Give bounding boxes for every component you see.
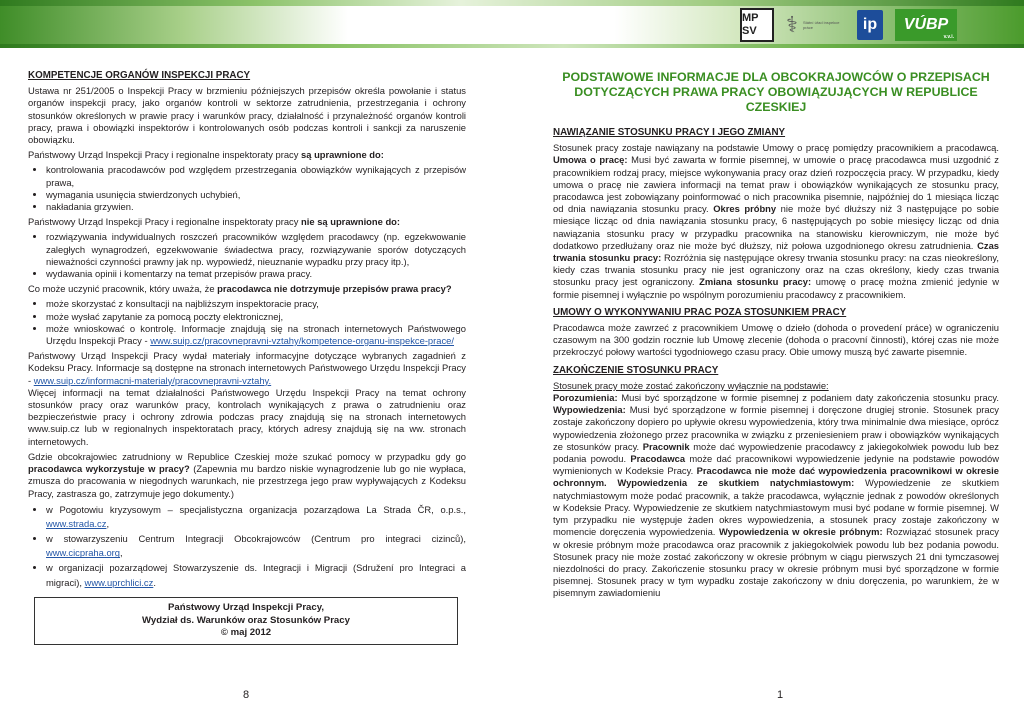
section-heading: NAWIĄZANIE STOSUNKU PRACY I JEGO ZMIANY — [553, 127, 786, 138]
list-item: • może wnioskować o kontrolę. Informacje znajdują się na stronach internetowych Państwowego Urzędu Inspekcji Pracy - www.suip.cz/pracovnepravni-vztahy/kompetence-organu-inspekce-prace/ — [46, 323, 466, 347]
strada-link[interactable]: www.strada.cz — [46, 518, 107, 530]
paragraph: Państwowy Urząd Inspekcji Pracy wydał materiały informacyjne dotyczące wybranych zagadnień z Kodeksu Pracy. Informacje są dostępne na stronach internetowych Państwowego Urzędu Inspekcji Pracy - www.suip.cz/informacni-materialy/pracovnepravni-vztahy. — [28, 350, 466, 386]
suip-mark-icon: ⚕ — [786, 12, 798, 37]
uprchlici-link[interactable]: www.uprchlici.cz — [84, 576, 154, 588]
paragraph: Stosunek pracy zostaje nawiązany na podstawie Umowy o pracę pomiędzy pracownikiem a pracodawcą. Umowa o pracę: Musi być zawarta w formie pisemnej, w umowie o pracę pracodawca musi uzgodnić z pracownikiem rodzaj pracy, miejsce wykonywania pracy oraz dzień rozpoczęcia pracy. W przypadku, kiedy umowa o pracę nie zawiera informacji na temat praw i obowiązków wynikających ze stosunku pracy, pracodawca jest zobowiązany poinformować o nich pracownika pisemnie, najpóźniej do 1 miesiąca licząc od dnia nawiązania stosunku pracy. Okres próbny nie może być dłuższy niż 3 następujące po sobie miesiące licząc od dnia nawiązania stosunku pracy, 6 następujących po sobie miesięcy licząc od dnia nawiązania stosunku pracy w przypadku pracownika na stanowisku kierowniczym, nie może być dodatkowo przedłużany oraz nie może być dłuższy, niż połowa uzgodnionego okresu zatrudnienia. Czas trwania stosunku pracy: Rozróżnia się następujące okresy trwania stosunku pracy: na czas nieokreślony, kiedy czas trwania stosunku pracy nie jest ograniczony oraz na czas określony, kiedy czas trwania stosunku pracy jest ograniczony. Zmiana stosunku pracy: umowę o pracę można zmienić jedynie w formie pisemnej i wyłącznie po wspólnym porozumieniu pracodawcy z pracownikiem. — [553, 142, 999, 300]
publisher-line: Wydział ds. Warunków oraz Stosunków Pracy — [142, 614, 350, 626]
publisher-date: © maj 2012 — [220, 627, 272, 639]
list-item: • w stowarzyszeniu Centrum Integracji Obcokrajowców (Centrum pro integraci cizinců), www.cicpraha.org, — [46, 532, 466, 561]
vubp-logo — [895, 9, 957, 41]
paragraph: Co może uczynić pracownik, który uważa, że pracodawca nie dotrzymuje przepisów prawa pracy? — [28, 283, 452, 295]
publisher-line: Państwowy Urząd Inspekcji Pracy, — [167, 602, 325, 614]
paragraph: Pracodawca może zawrzeć z pracownikiem Umowę o dzieło (dohoda o provedení práce) w ograniczeniu czasowym na 300 godzin rocznie lub Umowę zlecenie (dohoda o pracovní činnosti), której czas nie może przekroczyć połowy wartości tygodniowego czasu pracy. Obie umowy muszą być zawarte pisemnie. — [553, 322, 999, 358]
logo-bar — [740, 6, 957, 44]
paragraph: Ustawa nr 251/2005 o Inspekcji Pracy w brzmieniu późniejszych przepisów określa powołanie i status organów inspekcji pracy, jako organów kontroli w sektorze zatrudnienia, przestrzegania i ochrony stosunków określonych w prawie pracy i warunków pracy, działalność i przynależność organów kontroli pracy, prawa i obowiązki inspektorów i kontrolowanych osób podczas kontroli i sankcji za naruszenie obowiązku. — [28, 85, 466, 146]
document-title: PODSTAWOWE INFORMACJE DLA OBCOKRAJOWCÓW O PRZEPISACH DOTYCZĄCYCH PRAWA PRACY OBOWIĄZUJĄCYCH W REPUBLICE CZESKIEJ — [562, 70, 990, 114]
page-number: 1 — [777, 689, 784, 701]
list-item: • może skorzystać z konsultacji na najbliższym inspektoracie pracy, — [46, 298, 466, 310]
suip-logo-text: Státní úřad inspekce práce — [803, 20, 840, 30]
list-item: • wymagania usunięcia stwierdzonych uchybień, — [46, 189, 466, 201]
list-item: • może wysłać zapytanie za pomocą poczty elektronicznej, — [46, 311, 466, 323]
suip-kompetence-link[interactable]: www.suip.cz/pracovnepravni-vztahy/kompetence-organu-inspekce-prace/ — [150, 335, 454, 347]
paragraph: Państwowy Urząd Inspekcji Pracy i regionalne inspektoraty pracy nie są uprawnione do: — [28, 216, 401, 228]
publisher-box — [34, 597, 458, 645]
suip-materialy-link[interactable]: www.suip.cz/informacni-materialy/pracovnepravni-vztahy. — [33, 374, 272, 386]
list-item: • nakładania grzywien. — [46, 201, 466, 213]
list-item: • w Pogotowiu kryzysowym – specjalistyczna organizacja pozarządowa La Strada ČR, o.p.s., www.strada.cz, — [46, 503, 466, 532]
bullet-list — [28, 298, 466, 347]
bullet-list — [28, 231, 466, 280]
vubp-logo-suffix: v.v.i. — [943, 34, 954, 40]
section-heading: KOMPETENCJE ORGANÓW INSPEKCJI PRACY — [28, 70, 251, 81]
mpsv-logo: MP SV — [740, 8, 774, 42]
list-item: • wydawania opinii i komentarzy na temat przepisów prawa pracy. — [46, 268, 466, 280]
page-number: 8 — [243, 689, 250, 701]
bullet-list — [28, 503, 466, 591]
left-column — [28, 70, 466, 645]
bullet-list — [28, 164, 466, 213]
paragraph: Gdzie obcokrajowiec zatrudniony w Republice Czeskiej może szukać pomocy w przypadku gdy go pracodawca wykorzystuje w pracy? (Zapewnia mu bardzo niskie wynagrodzenie lub go nie wypłaca, zmusza do pracowania w niegodnych warunkach, nie przestrzega jego praw wypływających z Kodeksu Pracy, zastrasza go, zatrzymuje jego dokumenty.) — [28, 450, 467, 499]
ip-logo: ip — [857, 10, 883, 40]
paragraph: Stosunek pracy może zostać zakończony wyłącznie na podstawie: — [553, 379, 829, 391]
list-item: • rozwiązywania indywidualnych roszczeń pracowników względem pracodawcy (np. egzekwowanie zaległych wynagrodzeń, egzekwowanie świadectwa pracy, rozwiązywanie sporów dotyczących nieważności czynności prawny jak np. wypowiedź, nieuznanie wypadku przy pracy itp.), — [46, 231, 466, 268]
paragraph: Więcej informacji na temat działalności Państwowego Urzędu Inspekcji Pracy na temat ochrony stosunków pracy oraz warunków pracy, kontrolach wynikających z prawa o zatrudnieniu oraz bezpieczeństwie pracy i ochrony zdrowia podczas pracy znajdują się na stronach internetowych www.suip.cz lub w regionalnych inspektoratach pracy, których adresy znajdują się na ww. stronach internetowych. — [28, 386, 466, 447]
vubp-logo-text: VÚBP — [903, 16, 949, 33]
list-item: • w organizacji pozarządowej Stowarzyszenie ds. Integracji i Migracji (Sdružení pro Integraci a migraci), www.uprchlici.cz. — [46, 561, 466, 590]
paragraph: Państwowy Urząd Inspekcji Pracy i regionalne inspektoraty pracy są uprawnione do: — [28, 149, 384, 161]
suip-logo — [786, 10, 845, 40]
section-heading: UMOWY O WYKONYWANIU PRAC POZA STOSUNKIEM PRACY — [553, 306, 847, 318]
cicpraha-link[interactable]: www.cicpraha.org — [46, 547, 120, 559]
list-item: • kontrolowania pracodawców pod względem przestrzegania obowiązków wynikających z przepisów prawa, — [46, 164, 466, 188]
right-column — [553, 70, 999, 603]
paragraph: Porozumienia: Musi być sporządzone w formie pisemnej z podaniem daty zakończenia stosunku pracy. Wypowiedzenia: Musi być sporządzone w formie pisemnej i doręczone drugiej stronie. Stosunek pracy zostaje zakończony dopiero po upływie okresu wypowiedzenia, który trwa minimalnie dwa miesiące, oprócz wypowiedzenia złożonego przez pracownika w związku z przeniesieniem praw i obowiązków wynikających ze stosunków pracy. Pracownik może dać wypowiedzenie pracodawcy z jakiegokolwiek powodu lub bez podania powodu. Pracodawca może dać pracownikowi wypowiedzenie jedynie na podstawie powodów wymienionych w Kodeksie Pracy. Pracodawca nie może dać wypowiedzenia pracownikowi w okresie ochronnym. Wypowiedzenia ze skutkiem natychmiastowym: Wypowiedzenie ze skutkiem natychmiastowym może podać pracownik, a także pracodawca, wyłącznie jednak z powodów określonych w Kodeksie Pracy. Wypowiedzenie ze skutkiem natychmiastowym musi być podane w formie pisemnej. W tym przypadku nie występuje żaden okres wypowiedzenia, a stosunek pracy zostaje zakończony w momencie doręczenia wypowiedzenia. Wypowiedzenia w okresie próbnym: Rozwiązać stosunek pracy w okresie próbnym może pracodawca oraz pracownik z jakiegokolwiek powodu lub bez podania powodu. Stosunek pracy nie może zostać zakończony w okresie próbnym w ciągu pierwszych 21 dni tymczasowej niezdolności do pracy. Zakończenie stosunku pracy w okresie próbnym musi być sporządzone w formie pisemnej. Stosunek pracy w tym wypadku zostaje zakończony w dniu doręczenia, po warunkiem, że w pisemnym zawiadomieniu — [553, 392, 999, 599]
section-heading: ZAKOŃCZENIE STOSUNKU PRACY — [553, 364, 719, 376]
